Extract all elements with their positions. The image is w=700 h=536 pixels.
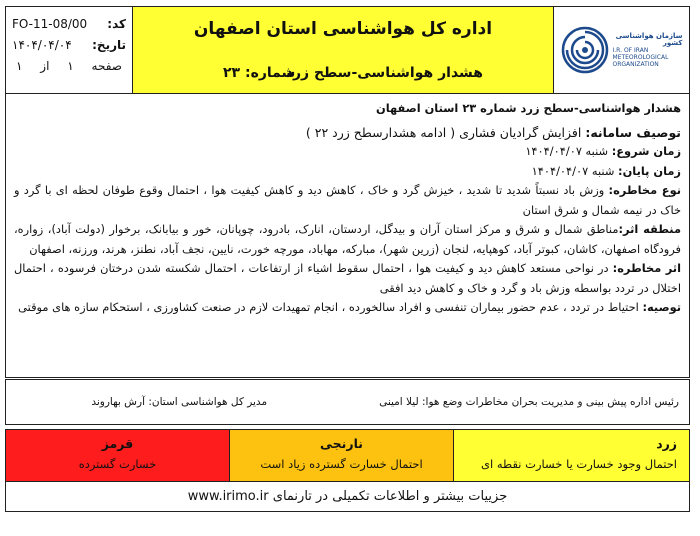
director-signature: مدیر کل هواشناسی استان: آرش بهاروند xyxy=(91,396,268,408)
system-description xyxy=(14,123,681,143)
start-label: زمان شروع: xyxy=(611,144,681,158)
start-value: شنبه ۱۴۰۴/۰۴/۰۷ xyxy=(525,144,612,158)
level-orange-desc: احتمال خسارت گسترده زیاد است xyxy=(260,457,423,471)
hazard-label: نوع مخاطره: xyxy=(608,183,681,197)
page-label: صفحه xyxy=(91,58,122,73)
signature-box xyxy=(5,379,690,425)
level-red-desc: خسارت گسترده xyxy=(78,457,157,471)
warning-body xyxy=(5,94,690,378)
effect-value: در نواحی مستعد کاهش دید و کیفیت هوا ، احتمال سقوط اشیاء از ارتفاعات ، احتمال شکسته شدن درختان فرسوده ، احتمال اختلال در تردد بواسطه وزش باد و گرد و خاک و کاهش دید افقی xyxy=(14,261,681,295)
date-value: ۱۴۰۴/۰۴/۰۴ xyxy=(12,37,72,52)
document-meta xyxy=(6,7,133,93)
header-title-area xyxy=(133,7,554,93)
code-label: کد: xyxy=(107,16,126,31)
level-yellow xyxy=(453,430,689,481)
page-number: ۱ xyxy=(67,58,74,73)
hazard-value: وزش باد نسبتاً شدید تا شدید ، خیزش گرد و خاک ، کاهش دید و کاهش کیفیت هوا ، احتمال وقوع طوفان لحظه ای با گرد و خاک در نیمه شمال و شرق استان xyxy=(14,183,681,217)
irimo-logo-icon xyxy=(561,26,609,74)
area-value: مناطق شمال و شرق و مرکز استان آران و بیدگل، اردستان، انارک، بادرود، چوپانان، خور و بیابانک، برخوار (دولت آباد)، زواره، فرودگاه اصفهان، کاشان، کبوتر آباد، کوهپایه، لنجان (زرین شهر)، مبارکه، مهاباد، مورچه خورت، نایین، نجف آباد، نطنز، هرند، ورزنه، اصفهان xyxy=(14,222,681,256)
end-label: زمان پایان: xyxy=(618,163,681,178)
level-red-title: قرمز xyxy=(101,436,134,451)
area-label: منطقه اثر: xyxy=(618,222,681,236)
page-total: ۱ xyxy=(16,58,23,73)
number-value: ۲۳ xyxy=(223,65,241,81)
level-yellow-desc: احتمال وجود خسارت یا خسارت نقطه ای xyxy=(481,457,677,471)
page-of: از xyxy=(40,58,50,73)
system-value: افزایش گرادیان فشاری ( ادامه هشدارسطح زرد ۲۲ ) xyxy=(305,124,586,140)
system-label: توصیف سامانه: xyxy=(585,124,681,140)
page-row xyxy=(12,55,126,76)
org-title: اداره کل هواشناسی استان اصفهان xyxy=(193,19,493,39)
hazard-effect xyxy=(14,259,681,298)
document-footer xyxy=(5,482,690,512)
start-time xyxy=(14,142,681,162)
end-value: شنبه ۱۴۰۴/۰۴/۰۷ xyxy=(531,163,619,178)
logo-text-fa: سازمان هواشناسی کشور xyxy=(615,31,683,47)
document-header xyxy=(5,6,690,94)
warning-levels xyxy=(5,429,690,482)
code-value: FO-11-08/00 xyxy=(12,16,88,31)
level-yellow-title: زرد xyxy=(656,436,677,451)
footer-text: جزییات بیشتر و اطلاعات تکمیلی در تارنمای xyxy=(272,489,508,504)
logo-area xyxy=(554,7,689,93)
warning-title: هشدار هواشناسی-سطح زرد xyxy=(285,65,483,81)
date-label: تاریخ: xyxy=(92,37,126,52)
body-title: هشدار هواشناسی-سطح زرد شماره ۲۳ استان اصفهان xyxy=(375,101,681,115)
hazard-type xyxy=(14,181,681,220)
logo-text-en-1: I.R. OF IRAN xyxy=(612,46,649,54)
logo-text-en-2: METEOROLOGICAL xyxy=(612,53,669,61)
date-row xyxy=(12,34,126,55)
page-indicator xyxy=(12,59,126,73)
irimo-logo xyxy=(561,26,683,74)
forecast-head-signature: رئیس اداره پیش بینی و مدیریت بحران مخاطرات وضع هوا: لیلا امینی xyxy=(379,396,679,408)
warning-number xyxy=(223,65,295,81)
advice-value: احتیاط در تردد ، عدم حضور بیماران تنفسی و افراد سالخورده ، انجام تمهیدات لازم در صنعت کشاورزی ، استحکام سازه های موقتی xyxy=(18,300,643,314)
number-label: شماره: xyxy=(244,65,296,81)
level-orange xyxy=(229,430,453,481)
advice-label: توصیه: xyxy=(642,300,681,314)
code-row xyxy=(12,13,126,34)
affected-area xyxy=(14,220,681,259)
level-red xyxy=(6,430,229,481)
footer-url[interactable]: www.irimo.ir xyxy=(187,489,269,504)
logo-text xyxy=(613,33,683,68)
level-orange-title: نارنجی xyxy=(320,436,363,451)
end-time xyxy=(14,162,681,182)
effect-label: اثر مخاطره: xyxy=(612,261,681,275)
logo-text-en-3: ORGANIZATION xyxy=(612,60,659,68)
advice xyxy=(14,298,681,318)
